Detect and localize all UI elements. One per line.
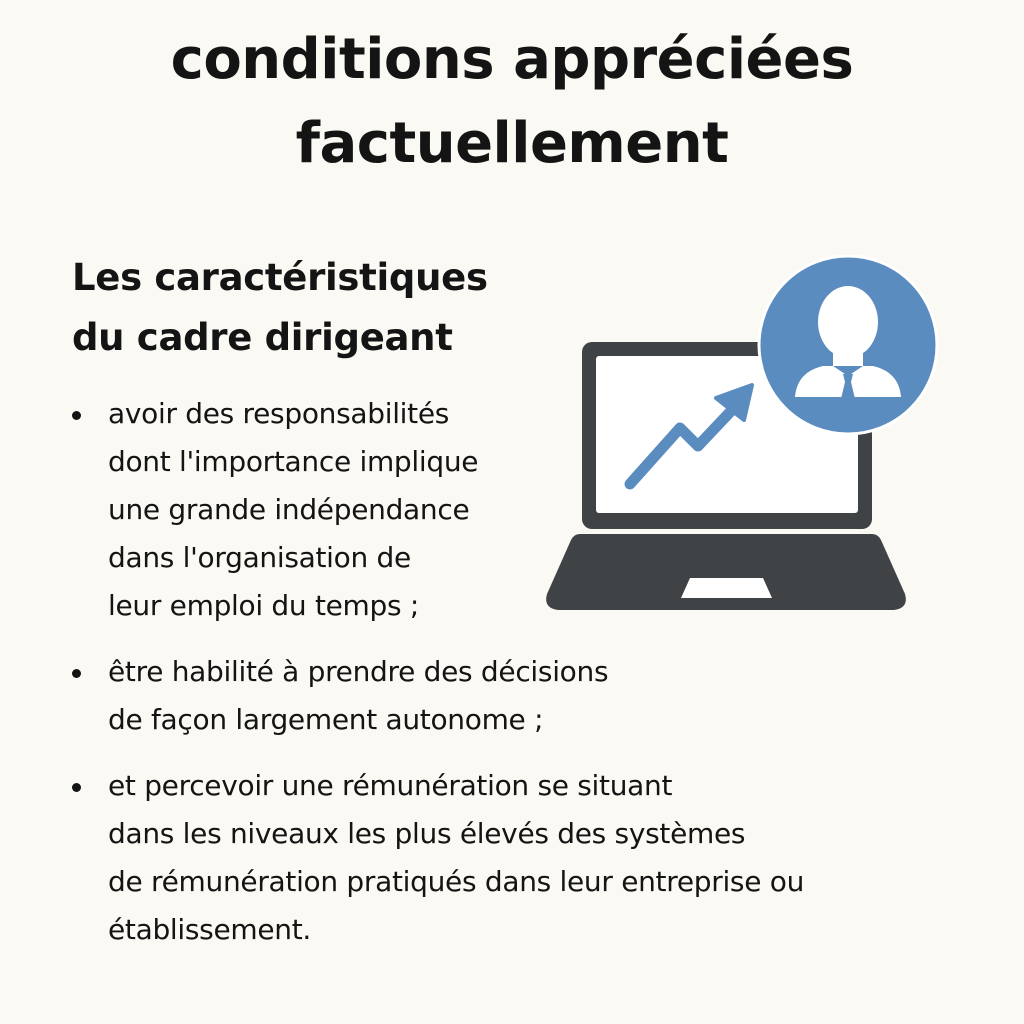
list-item-line: leur emploi du temps ;: [108, 589, 420, 622]
page-title-line-2: factuellement: [295, 111, 729, 176]
section-heading-line-2: du cadre dirigeant: [72, 316, 453, 359]
bullet-dot-icon: [72, 783, 81, 792]
list-item-line: dans l'organisation de: [108, 541, 411, 574]
list-item: [72, 762, 972, 954]
list-item-line: avoir des responsabilités: [108, 397, 450, 430]
section-heading-line-1: Les caractéristiques: [72, 256, 488, 299]
list-item-line: dans les niveaux les plus élevés des systèmes: [108, 817, 746, 850]
page-title: [0, 18, 1024, 186]
list-item-line: de façon largement autonome ;: [108, 703, 544, 736]
bullet-dot-icon: [72, 411, 81, 420]
list-item-line: dont l'importance implique: [108, 445, 479, 478]
list-item-line: de rémunération pratiqués dans leur entreprise ou: [108, 865, 805, 898]
bullet-dot-icon: [72, 669, 81, 678]
list-item: [72, 648, 972, 744]
list-item-line: et percevoir une rémunération se situant: [108, 769, 673, 802]
list-item-line: établissement.: [108, 913, 312, 946]
list-item-line: être habilité à prendre des décisions: [108, 655, 609, 688]
characteristics-list: [72, 390, 972, 972]
list-item: [72, 390, 972, 630]
section-heading: [72, 248, 488, 368]
page-title-line-1: conditions appréciées: [170, 27, 854, 92]
list-item-line: une grande indépendance: [108, 493, 470, 526]
